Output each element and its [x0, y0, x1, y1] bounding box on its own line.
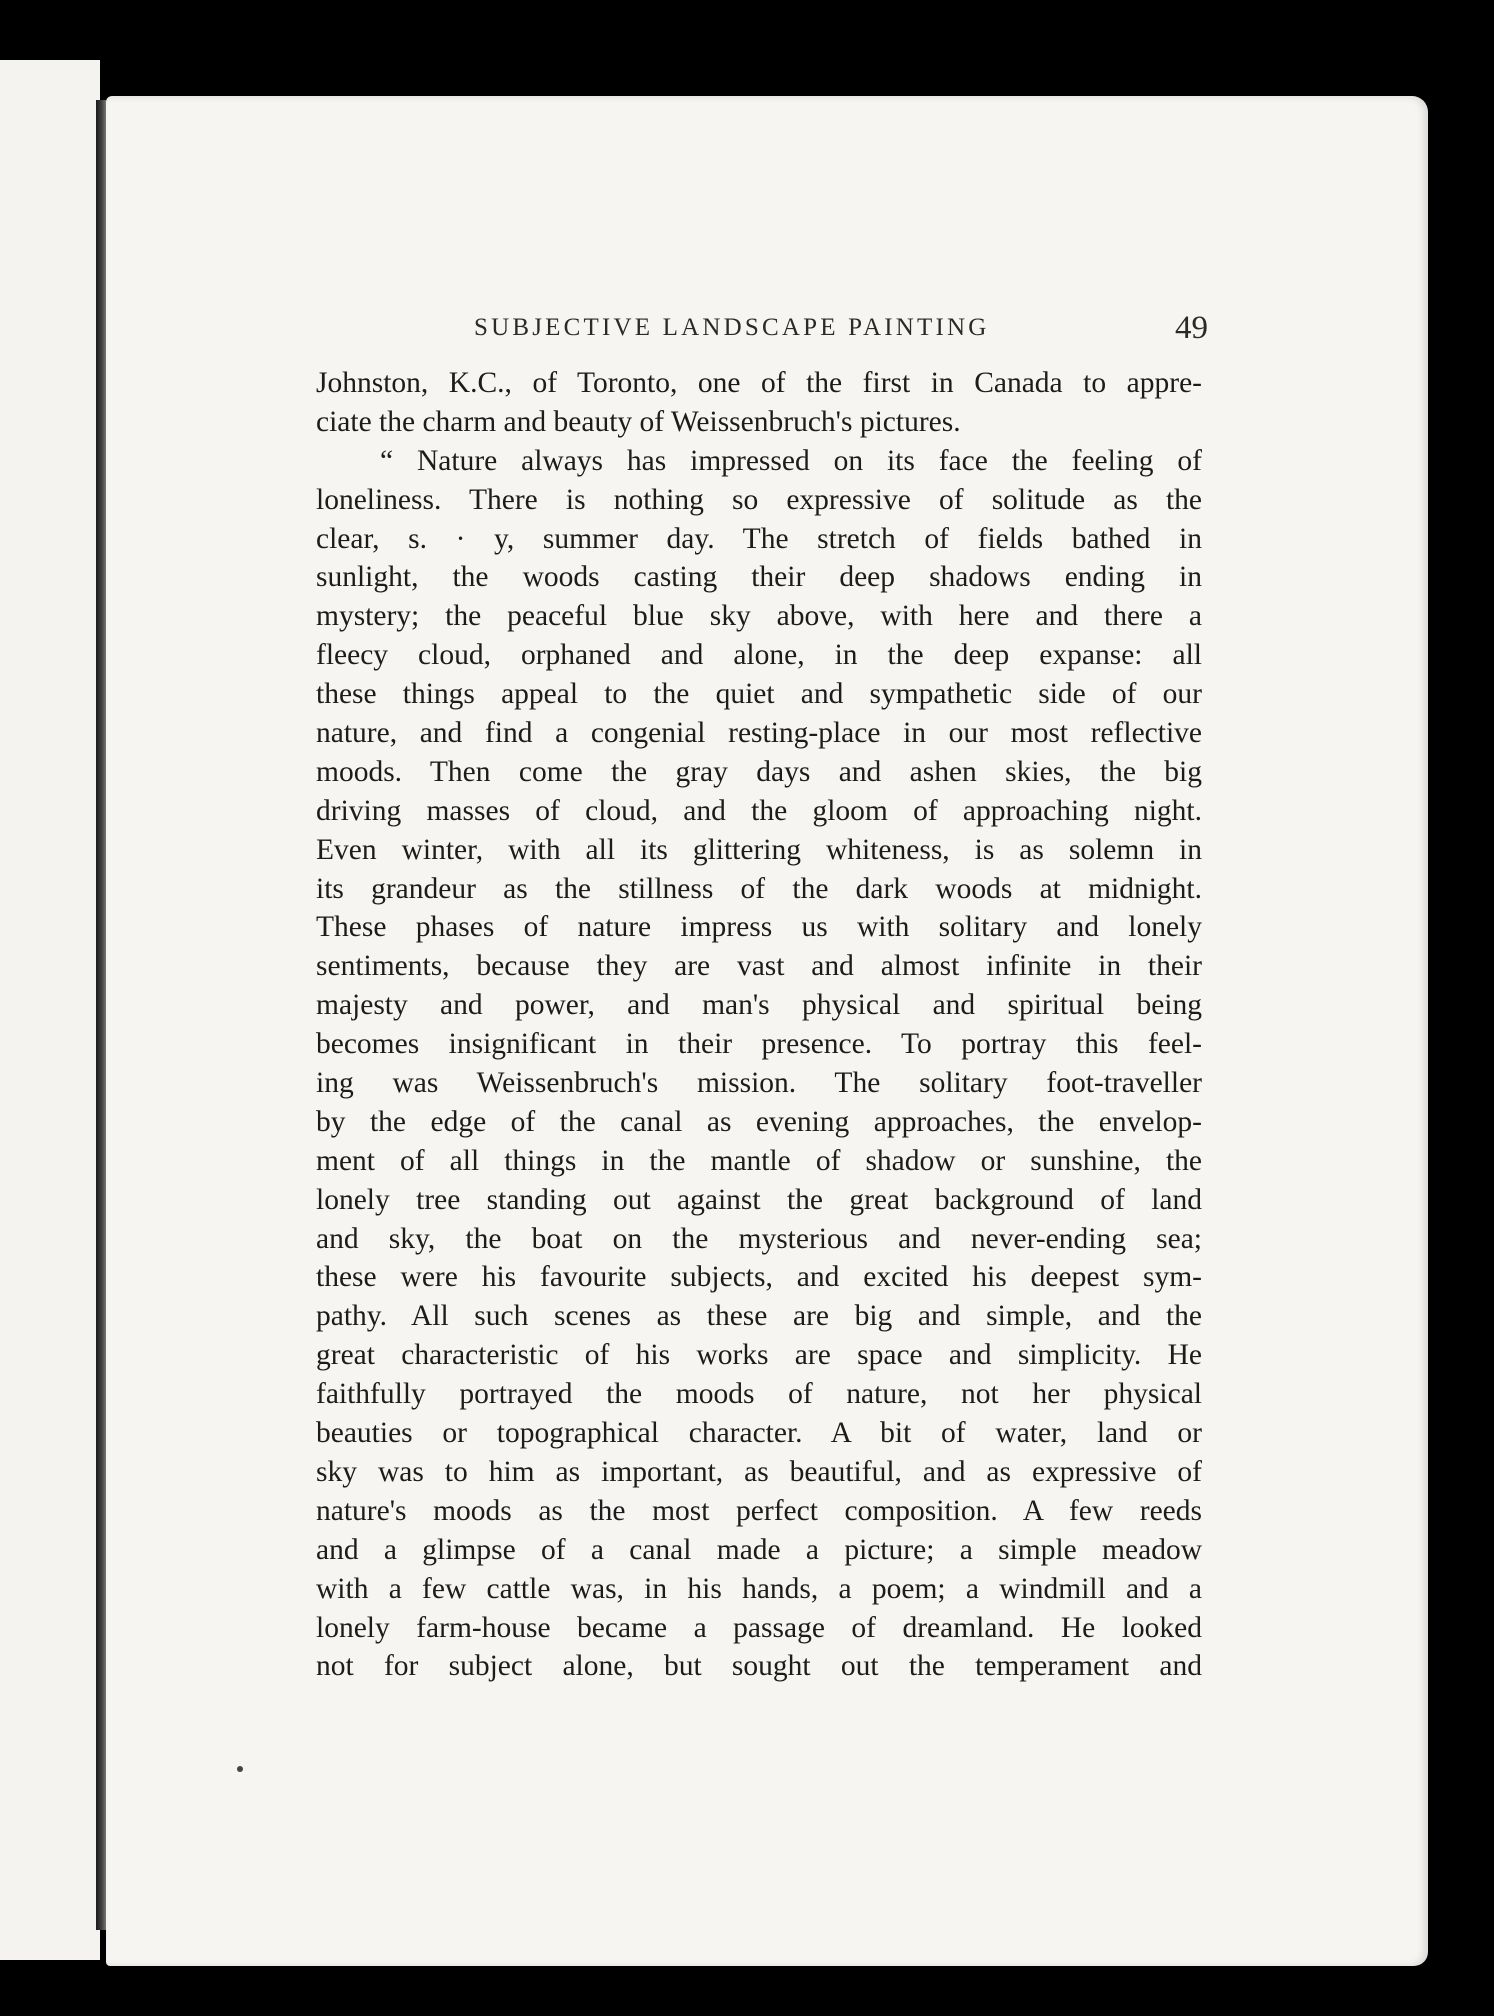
page-header: [474, 310, 1208, 360]
text-line: these things appeal to the quiet and sympathetic side of our: [316, 678, 1202, 711]
text-line: nature, and find a congenial resting-place in our most reflective: [316, 717, 1202, 750]
text-line: not for subject alone, but sought out the temperament and: [316, 1650, 1202, 1683]
text-line: lonely tree standing out against the great background of land: [316, 1183, 1202, 1216]
text-line: fleecy cloud, orphaned and alone, in the deep expanse: all: [316, 639, 1202, 672]
text-line: with a few cattle was, in his hands, a poem; a windmill and a: [316, 1572, 1202, 1605]
text-line: sentiments, because they are vast and almost infinite in their: [316, 950, 1202, 983]
text-line: its grandeur as the stillness of the dark woods at midnight.: [316, 872, 1202, 905]
gutter-shadow: [96, 100, 106, 1930]
body-text: [316, 364, 1202, 1686]
text-line: nature's moods as the most perfect composition. A few reeds: [316, 1494, 1202, 1527]
text-line: clear, s. · y, summer day. The stretch of fields bathed in: [316, 522, 1202, 555]
text-line: lonely farm-house became a passage of dreamland. He looked: [316, 1611, 1202, 1644]
text-line: sunlight, the woods casting their deep shadows ending in: [316, 561, 1202, 594]
text-line: ciate the charm and beauty of Weissenbruch's pictures.: [316, 405, 961, 438]
text-line: sky was to him as important, as beautiful, and as expressive of: [316, 1455, 1202, 1488]
ink-speck: [237, 1766, 243, 1772]
text-line: and a glimpse of a canal made a picture; a simple meadow: [316, 1533, 1202, 1566]
running-title: SUBJECTIVE LANDSCAPE PAINTING: [474, 314, 990, 341]
text-line: these were his favourite subjects, and excited his deepest sym-: [316, 1261, 1202, 1294]
facing-page-edge: [0, 60, 100, 1960]
text-line: “ Nature always has impressed on its face the feeling of: [380, 444, 1202, 477]
text-line: becomes insignificant in their presence. To portray this feel-: [316, 1028, 1202, 1061]
text-line: faithfully portrayed the moods of nature, not her physical: [316, 1378, 1202, 1411]
text-line: mystery; the peaceful blue sky above, with here and there a: [316, 600, 1202, 633]
text-line: loneliness. There is nothing so expressive of solitude as the: [316, 483, 1202, 516]
text-line: majesty and power, and man's physical and spiritual being: [316, 989, 1202, 1022]
text-line: ment of all things in the mantle of shadow or sunshine, the: [316, 1144, 1202, 1177]
text-line: moods. Then come the gray days and ashen skies, the big: [316, 755, 1202, 788]
page-number: 49: [1175, 310, 1208, 346]
text-line: These phases of nature impress us with solitary and lonely: [316, 911, 1202, 944]
text-line: pathy. All such scenes as these are big and simple, and the: [316, 1300, 1202, 1333]
text-line: Even winter, with all its glittering whiteness, is as solemn in: [316, 833, 1202, 866]
text-line: great characteristic of his works are space and simplicity. He: [316, 1339, 1202, 1372]
text-line: driving masses of cloud, and the gloom of approaching night.: [316, 794, 1202, 827]
text-line: ing was Weissenbruch's mission. The solitary foot-traveller: [316, 1067, 1202, 1100]
text-line: by the edge of the canal as evening approaches, the envelop-: [316, 1105, 1202, 1138]
text-line: Johnston, K.C., of Toronto, one of the first in Canada to appre-: [316, 367, 1202, 399]
text-line: and sky, the boat on the mysterious and never-ending sea;: [316, 1222, 1202, 1255]
text-line: beauties or topographical character. A bit of water, land or: [316, 1417, 1202, 1450]
